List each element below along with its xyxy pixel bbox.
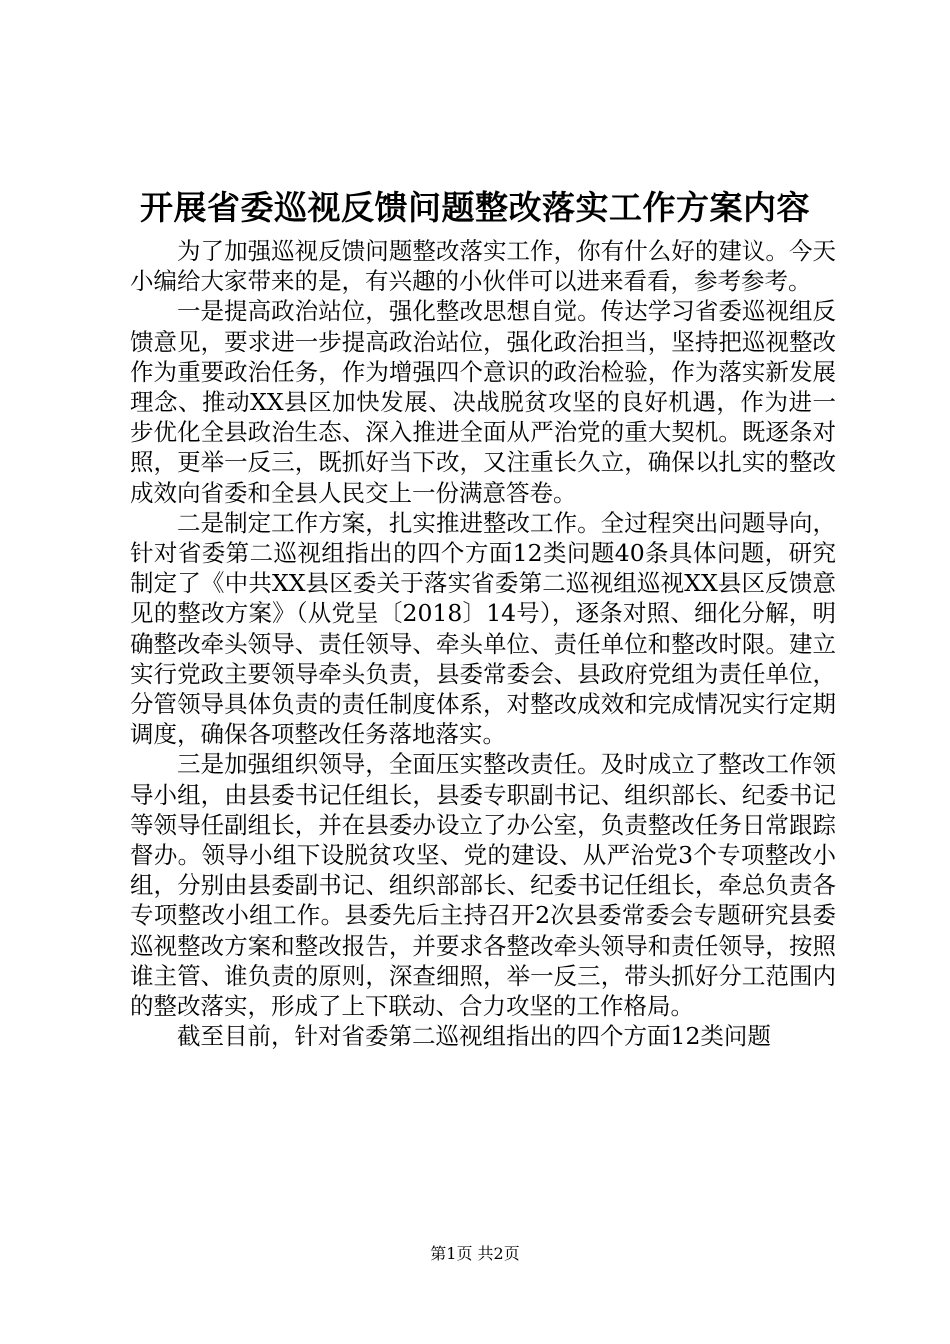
document-title: 开展省委巡视反馈问题整改落实工作方案内容 (140, 188, 810, 227)
paragraph-four: 截至目前，针对省委第二巡视组指出的四个方面12类问题 (177, 1022, 771, 1051)
document-body (130, 236, 836, 1051)
paragraph-three: 三是加强组织领导，全面压实整改责任。及时成立了整改工作领导小组，由县委书记任组长，县委专职副书记、组织部长、纪委书记等领导任副组长，并在县委办设立了办公室，负责整改任务日常跟踪督办。领导小组下设脱贫攻坚、党的建设、从严治党3个专项整改小组，分别由县委副书记、组织部部长、纪委书记任组长，牵总负责各专项整改小组工作。县委先后主持召开2次县委常委会专题研究县委巡视整改方案和整改报告，并要求各整改牵头领导和责任领导，按照谁主管、谁负责的原则，深查细照，举一反三，带头抓好分工范围内的整改落实，形成了上下联动、合力攻坚的工作格局。 (130, 750, 836, 1021)
paragraph-one: 一是提高政治站位，强化整改思想自觉。传达学习省委巡视组反馈意见，要求进一步提高政治站位，强化政治担当，坚持把巡视整改作为重要政治任务，作为增强四个意识的政治检验，作为落实新发展理念、推动XX县区加快发展、决战脱贫攻坚的良好机遇，作为进一步优化全县政治生态、深入推进全面从严治党的重大契机。既逐条对照，更举一反三，既抓好当下改，又注重长久立，确保以扎实的整改成效向省委和全县人民交上一份满意答卷。 (130, 297, 836, 507)
page-number-footer: 第1页 共2页 (430, 1244, 520, 1263)
paragraph-two: 二是制定工作方案，扎实推进整改工作。全过程突出问题导向，针对省委第二巡视组指出的四个方面12类问题40条具体问题，研究制定了《中共XX县区委关于落实省委第二巡视组巡视XX县区反馈意见的整改方案》（从党呈〔2018〕14号），逐条对照、细化分解，明确整改牵头领导、责任领导、牵头单位、责任单位和整改时限。建立实行党政主要领导牵头负责，县委常委会、县政府党组为责任单位，分管领导具体负责的责任制度体系，对整改成效和完成情况实行定期调度，确保各项整改任务落地落实。 (130, 508, 836, 749)
paragraph-intro: 为了加强巡视反馈问题整改落实工作，你有什么好的建议。今天小编给大家带来的是，有兴趣的小伙伴可以进来看看，参考参考。 (130, 237, 836, 296)
